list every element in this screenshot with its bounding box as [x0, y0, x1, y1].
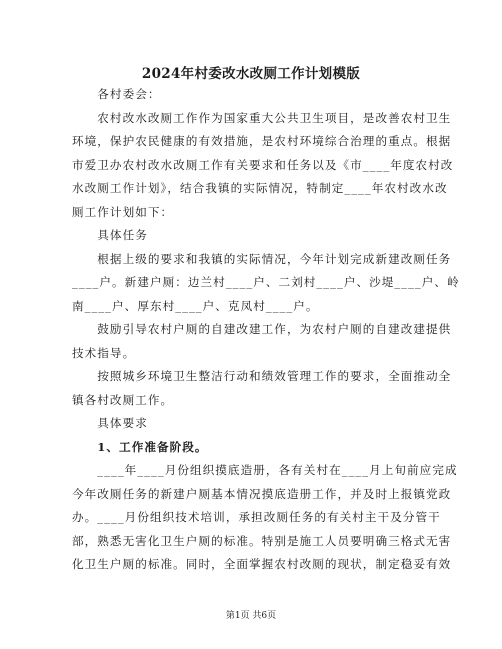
paragraph-line: 各村委会： [72, 87, 161, 101]
paragraph-line: ____年____月份组织摸底造册，各有关村在____月上旬前应完成 [72, 463, 458, 477]
paragraph-line: 环境，保护农民健康的有效措施，是农村环境综合治理的重点。根据 [72, 134, 452, 148]
paragraph-line: ____户。新建户厕：边兰村____户、二刘村____户、沙堤____户、岭 [72, 275, 460, 289]
paragraph-line: 技术指导。 [72, 346, 136, 360]
paragraph-line: 化卫生户厕的标准。同时，全面掌握农村改厕的现状，制定稳妥有效 [72, 557, 452, 571]
paragraph-line: 今年改厕任务的新建户厕基本情况摸底造册工作，并及时上报镇党政 [72, 487, 452, 501]
paragraph-line: 镇各村改厕工作。 [72, 393, 174, 407]
paragraph-line: 按照城乡环境卫生整洁行动和绩效管理工作的要求，全面推动全 [72, 369, 452, 383]
paragraph-line: 办。____月份组织技术培训，承担改厕任务的有关村主干及分管干 [72, 510, 441, 524]
paragraph-line: 根据上级的要求和我镇的实际情况，今年计划完成新建改厕任务 [72, 252, 452, 266]
page-footer: 第1页 共6页 [225, 611, 277, 621]
paragraph-line: 部，熟悉无害化卫生户厕的标准。特别是施工人员要明确三格式无害 [72, 534, 452, 548]
paragraph-line: 鼓励引导农村户厕的自建改建工作，为农村户厕的自建改建提供 [72, 322, 452, 336]
paragraph-line: 市爱卫办农村改水改厕工作有关要求和任务以及《市____年度农村改 [72, 158, 454, 172]
paragraph-line: 水改厕工作计划》，结合我镇的实际情况，特制定____年农村改水改 [72, 181, 448, 195]
document-title: 2024年村委改水改厕工作计划模版 [141, 66, 361, 82]
section-heading: 具体要求 [72, 416, 148, 430]
paragraph-line: 农村改水改厕工作作为国家重大公共卫生项目，是改善农村卫生 [72, 111, 452, 125]
paragraph-line: 厕工作计划如下： [72, 205, 174, 219]
subsection-heading: 1、工作准备阶段。 [72, 440, 208, 454]
section-heading: 具体任务 [72, 228, 148, 242]
paragraph-line: 南____户、厚东村____户、克凤村____户。 [72, 299, 319, 313]
